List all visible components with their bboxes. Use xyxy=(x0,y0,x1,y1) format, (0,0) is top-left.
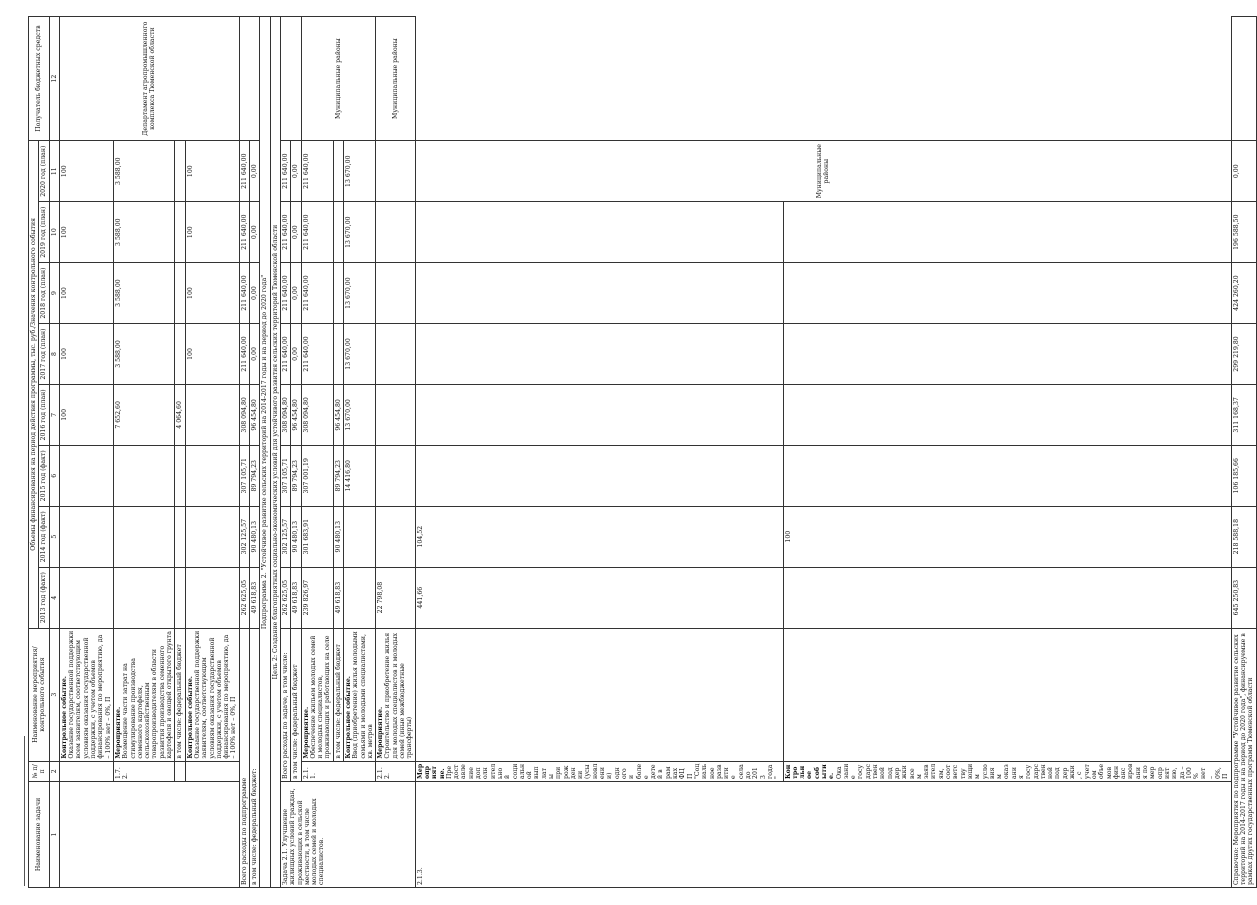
value-2015: 89 794,23 xyxy=(333,445,343,506)
value-2018: 211 640,00 xyxy=(239,263,249,324)
value-2019: 100 xyxy=(185,202,239,263)
no-cell xyxy=(175,761,185,781)
task-cell-empty xyxy=(59,781,239,887)
value-2015: 307 001,19 xyxy=(301,445,333,506)
value-2018: 13 670,00 xyxy=(343,263,375,324)
event-text: Возмещение части затрат на стимулирование производства семенного картофеля, сельскохозяйственным товаропроизводителям в области развития производства семенного картофеля и овощей открытого грунта xyxy=(122,631,174,759)
value-2017: 3 588,00 xyxy=(113,324,174,385)
value-2018: 100 xyxy=(185,263,239,324)
task-federal-row xyxy=(291,17,301,888)
table-row xyxy=(333,17,343,888)
year-2017: 2017 год (план) xyxy=(39,324,49,385)
header-no: № п/п xyxy=(29,761,50,781)
table-row xyxy=(175,17,185,888)
value-2016: 7 652,60 xyxy=(113,384,174,445)
value-2018: 3 588,00 xyxy=(113,263,174,324)
program2-goal-row xyxy=(270,17,280,888)
no-cell xyxy=(59,761,113,781)
value-2014: 90 480,13 xyxy=(291,506,301,567)
value-2018: 100 xyxy=(59,263,113,324)
value-2017: 100 xyxy=(185,324,239,385)
no-cell: 2.1.1. xyxy=(301,761,376,781)
value-2019: 100 xyxy=(59,202,113,263)
value-2016: 308 094,80 xyxy=(280,384,290,445)
value-2015: 307 105,71 xyxy=(280,445,290,506)
year-2013: 2013 год (факт) xyxy=(39,567,49,628)
top-rule xyxy=(24,736,25,886)
event-text: Оказание государственной поддержки заявителям, соответствующим условиям оказания государственной поддержки, с учетом объемов финансирования по мероприятию, да – 100% нет – 0%, П xyxy=(193,630,238,759)
event-cell xyxy=(113,628,174,761)
recipient-cell: Муниципальные районы xyxy=(301,17,376,141)
value-2015: 104,52 xyxy=(415,506,783,567)
total-label: Всего расходы по задаче, в том числе: xyxy=(280,628,290,781)
value-2013: 22 798,08 xyxy=(376,567,415,628)
year-2016: 2016 год (план) xyxy=(39,384,49,445)
value-2018: 0,00 xyxy=(250,263,260,324)
event-title: Контрольное событие. xyxy=(344,676,352,759)
program2-title: Подпрограмма 2. "Устойчивое развитие сельских территорий на 2014-2017 годы и на период до 2020 года" xyxy=(260,17,270,888)
event-title: Контрольное событие. xyxy=(186,676,194,759)
column-numbers-row xyxy=(49,17,59,888)
value-2013: 262 625,05 xyxy=(280,567,290,628)
event-text: Предоставление дополнительной социальной выплаты при рождении (усыновлении) одного и более детей в рамках ФЦП "Социальное развитие села до 2013 года" xyxy=(445,763,782,779)
value-2018: 211 640,00 xyxy=(280,263,290,324)
value-2019: 0,00 xyxy=(250,202,260,263)
header-row xyxy=(29,17,39,888)
table-row xyxy=(301,17,333,888)
event-text: Оказание государственной поддержки всем заявителям, соответствующим условиям оказания государственной поддержки, с учетом объемов финансирования по мероприятию, да – 100% нет – 0%, П xyxy=(835,763,1230,779)
header-recipient: Получатель бюджетных средств xyxy=(29,17,50,141)
event-cell xyxy=(376,628,415,761)
year-2014: 2014 год (факт) xyxy=(39,506,49,567)
table-row xyxy=(343,17,375,888)
value-2019: 0,00 xyxy=(291,202,301,263)
value-2020: 0,00 xyxy=(250,141,260,202)
colnum: 7 xyxy=(49,384,59,445)
colnum: 8 xyxy=(49,324,59,385)
value-2017: 0,00 xyxy=(291,324,301,385)
no-cell: 1.7.2. xyxy=(113,761,174,781)
value-2020: 100 xyxy=(185,141,239,202)
value-2013: 49 618,83 xyxy=(250,567,260,628)
value-2016: 96 454,80 xyxy=(291,384,301,445)
value-2020: 211 640,00 xyxy=(301,141,333,202)
value-2014: 441,66 xyxy=(415,567,783,628)
event-cell: в том числе: федеральный бюджет xyxy=(175,628,185,761)
value-2019: 3 588,00 xyxy=(113,202,174,263)
value-2013: 49 618,83 xyxy=(291,567,301,628)
program2-goal: Цель 2: Создание благоприятных социально-экономических условий для устойчивого развития сельских территорий Тюменской области xyxy=(270,17,280,888)
value-2014: 302 125,57 xyxy=(239,506,249,567)
value-2017: 13 670,00 xyxy=(343,324,375,385)
event-cell xyxy=(343,628,375,761)
event-title: Мероприятие. xyxy=(377,706,385,759)
value-2015: 100 xyxy=(783,506,1231,567)
no-cell: 2.1.3. xyxy=(415,781,1231,887)
value-2014: 90 480,13 xyxy=(250,506,260,567)
value-2017: 0,00 xyxy=(250,324,260,385)
event-cell xyxy=(783,761,1231,781)
total-label: в том числе: федеральный бюджет xyxy=(291,628,301,781)
event-cell xyxy=(301,628,333,761)
no-cell: 2.1.2. xyxy=(376,761,415,781)
value-2013: 49 618,83 xyxy=(333,567,343,628)
recipient-cell: Муниципальные районы xyxy=(415,141,1231,202)
event-cell xyxy=(59,628,113,761)
value-2020: 100 xyxy=(59,141,113,202)
value-2019: 196 588,50 xyxy=(1231,202,1256,263)
subprogram-total-row xyxy=(239,17,249,888)
colnum: 2 xyxy=(49,761,59,781)
reference-label: Справочно: Мероприятия по подпрограмме "Устойчивое развитие сельских территорий на 2014-2017 годы и на период до 2020 года", финансируемые в рамках других государственных программ Тюменской области xyxy=(1231,628,1256,887)
event-title: Мероприятие. xyxy=(114,706,122,759)
value-2019: 211 640,00 xyxy=(239,202,249,263)
colnum: 1 xyxy=(49,781,59,887)
value-2013: 239 826,97 xyxy=(301,567,333,628)
event-title: Контрольное событие. xyxy=(784,764,836,779)
value-2016: 308 094,80 xyxy=(301,384,333,445)
value-2018: 211 640,00 xyxy=(301,263,333,324)
value-2015: 89 794,23 xyxy=(291,445,301,506)
value-2014: 90 480,13 xyxy=(333,506,343,567)
value-2014: 301 683,91 xyxy=(301,506,333,567)
value-2016: 4 064,60 xyxy=(175,384,185,445)
header-event: Наименование мероприятия/контрольного события xyxy=(29,628,50,761)
value-2013: 262 625,05 xyxy=(239,567,249,628)
value-2016: 100 xyxy=(59,384,113,445)
value-2020: 211 640,00 xyxy=(280,141,290,202)
value-2020: 0,00 xyxy=(1231,141,1256,202)
event-title: Мероприятие. xyxy=(302,706,310,759)
year-2018: 2018 год (план) xyxy=(39,263,49,324)
value-2020: 0,00 xyxy=(291,141,301,202)
value-2014: 302 125,57 xyxy=(280,506,290,567)
colnum: 5 xyxy=(49,506,59,567)
subprogram-federal-row xyxy=(250,17,260,888)
value-2016: 96 454,80 xyxy=(250,384,260,445)
table-row xyxy=(185,17,239,888)
value-2016: 96 454,80 xyxy=(333,384,343,445)
total-label: в том числе: федеральный бюджет: xyxy=(250,628,260,887)
event-cell xyxy=(185,628,239,761)
year-2015: 2015 год (факт) xyxy=(39,445,49,506)
table-row xyxy=(113,17,174,888)
colnum: 6 xyxy=(49,445,59,506)
value-2018: 424 260,20 xyxy=(1231,263,1256,324)
value-2017: 211 640,00 xyxy=(301,324,333,385)
value-2019: 211 640,00 xyxy=(301,202,333,263)
event-text: Оказание государственной поддержки всем заявителям, соответствующим условиям оказания государственной поддержки, с учетом объемов финансирования по мероприятию, да – 100% нет – 0%, П xyxy=(68,630,112,759)
colnum: 12 xyxy=(49,17,59,141)
value-2019: 13 670,00 xyxy=(343,202,375,263)
value-2020: 13 670,00 xyxy=(343,141,375,202)
value-2020: 3 588,00 xyxy=(113,141,174,202)
event-cell: в том числе: федеральный бюджет xyxy=(333,628,343,761)
value-2017: 100 xyxy=(59,324,113,385)
value-2015: 14 416,80 xyxy=(343,445,375,506)
value-2019: 211 640,00 xyxy=(280,202,290,263)
event-cell xyxy=(415,761,783,781)
value-2016: 308 094,80 xyxy=(239,384,249,445)
value-2014: 218 588,18 xyxy=(1231,506,1256,567)
value-2020: 211 640,00 xyxy=(239,141,249,202)
table-row xyxy=(59,17,113,888)
year-2020: 2020 год (план) xyxy=(39,141,49,202)
reference-row xyxy=(1231,17,1256,888)
value-2015: 89 794,23 xyxy=(250,445,260,506)
total-label: Всего расходы по подпрограмме xyxy=(239,628,249,887)
table-row xyxy=(415,17,783,888)
event-text: Строительство и приобретение жилья для молодых специалистов и молодых семей (иные межбюджетные трансферты) xyxy=(384,632,414,759)
colnum: 3 xyxy=(49,628,59,761)
program2-title-row xyxy=(260,17,270,888)
value-2017: 211 640,00 xyxy=(239,324,249,385)
header-task: Наименование задачи xyxy=(29,781,50,887)
header-funding: Объемы финансирования на период действия программы, тыс. руб./Значения контрольного события xyxy=(29,141,39,628)
year-2019: 2019 год (план) xyxy=(39,202,49,263)
event-text: Ввод (приобретение) жилья молодыми семьями и молодыми специалистами, кв. метров xyxy=(352,631,374,759)
value-2013: 645 250,83 xyxy=(1231,567,1256,628)
colnum: 4 xyxy=(49,567,59,628)
event-title: Мероприятие. xyxy=(416,763,446,779)
event-text: Обеспечение жильем молодых семей и молодых специалистов, проживающих и работающих на селе xyxy=(309,635,332,759)
value-2016: 311 168,37 xyxy=(1231,384,1256,445)
task-total-row xyxy=(280,17,290,888)
value-2015: 106 185,66 xyxy=(1231,445,1256,506)
recipient-cell: Муниципальные районы xyxy=(376,17,415,141)
value-2015: 307 105,71 xyxy=(239,445,249,506)
value-2016: 13 670,00 xyxy=(343,384,375,445)
colnum: 9 xyxy=(49,263,59,324)
value-2017: 299 219,80 xyxy=(1231,324,1256,385)
program-schedule-table xyxy=(28,16,1257,888)
table-row xyxy=(376,17,415,888)
value-2017: 211 640,00 xyxy=(280,324,290,385)
colnum: 11 xyxy=(49,141,59,202)
task-2-1-label: Задача 2.1. Улучшение жилищных условий граждан, проживающих в сельской местности, в том числе молодых семей и молодых специалистов. xyxy=(280,781,415,887)
value-2018: 0,00 xyxy=(291,263,301,324)
rotated-table-page xyxy=(28,16,1255,888)
event-title: Контрольное событие. xyxy=(60,676,68,759)
no-cell xyxy=(185,761,239,781)
colnum: 10 xyxy=(49,202,59,263)
recipient-cell: Департамент агропромышленного комплекса Тюменской области xyxy=(59,17,239,141)
